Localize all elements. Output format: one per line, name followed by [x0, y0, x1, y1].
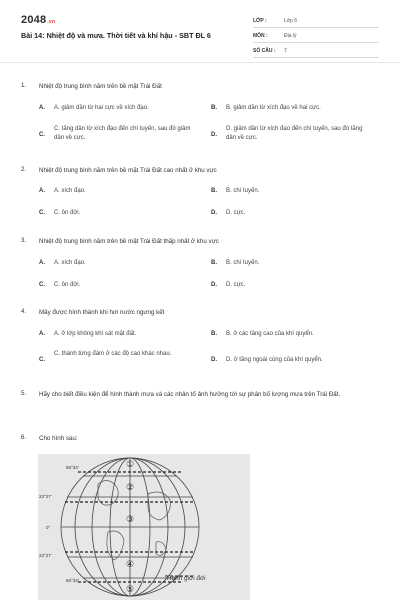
option-letter: D.	[211, 282, 217, 288]
option-letter: A.	[39, 105, 45, 111]
question-stem: Hãy cho biết điều kiện để hình thành mưa và các nhân tố ảnh hưởng tới sự phân bố lượng mưa trên Trái Đất.	[39, 391, 341, 398]
meta-class-value: Lớp 6	[284, 18, 298, 24]
meta-subject-value: Địa lý	[284, 33, 297, 39]
zone-number: ④	[126, 560, 135, 570]
globe-diagram	[38, 454, 250, 600]
meta-subject-key: MÔN :	[253, 33, 268, 39]
meta-count-row	[253, 46, 379, 58]
option-text: D. giảm dần từ xích đạo đến chí tuyến, sau đó tăng dần về cực.	[226, 126, 363, 141]
option-letter: C.	[39, 210, 45, 216]
option-letter: C.	[39, 132, 45, 138]
question-number: 4.	[21, 308, 27, 315]
site-logo[interactable]	[21, 14, 55, 26]
logo-suffix: .vn	[47, 19, 56, 25]
meta-subject-row	[253, 31, 379, 43]
question-number: 3.	[21, 237, 27, 244]
option-text: D. ở tầng ngoài cùng của khí quyển.	[226, 357, 323, 363]
option-text: A. xích đạo.	[54, 188, 86, 194]
meta-count-value: 7	[284, 48, 287, 54]
option-letter: D.	[211, 210, 217, 216]
option-text: A. xích đạo.	[54, 260, 86, 266]
zone-number: ②	[126, 483, 135, 493]
meta-count-key: SỐ CÂU :	[253, 48, 276, 54]
option-text: C. ôn đới.	[54, 282, 81, 288]
option-letter: B.	[211, 260, 217, 266]
option-text: A. giảm dần từ hai cực về xích đạo.	[54, 105, 149, 111]
option-text: A. ở lớp không khí sát mặt đất.	[54, 331, 137, 337]
zone-number: ①	[126, 460, 135, 470]
option-letter: D.	[211, 132, 217, 138]
latitude-label: 66°33'	[66, 578, 79, 583]
climate-zones-figure	[38, 454, 250, 600]
option-letter: A.	[39, 331, 45, 337]
question-number: 1.	[21, 82, 27, 89]
option-letter: A.	[39, 188, 45, 194]
question-number: 5.	[21, 390, 27, 397]
option-text: C. thành từng đám ở các độ cao khác nhau.	[54, 351, 172, 357]
question-number: 6.	[21, 434, 27, 441]
option-text: B. giảm dần từ xích đạo về hai cực.	[226, 105, 321, 111]
legend-label: Ranh giới đới	[167, 575, 206, 582]
latitude-label: 23°27'	[39, 494, 52, 499]
option-letter: C.	[39, 282, 45, 288]
option-text: D. cực.	[226, 282, 246, 288]
question-stem: Nhiệt độ trung bình năm trên bề mặt Trái Đất thấp nhất ở khu vực	[39, 238, 219, 245]
page-title: Bài 14: Nhiệt độ và mưa. Thời tiết và khí hậu - SBT ĐL 6	[21, 31, 211, 40]
logo-main: 2048	[21, 14, 47, 26]
option-text: D. cực.	[226, 210, 246, 216]
latitude-label: 23°27'	[39, 553, 52, 558]
question-stem: Mây được hình thành khi hơi nước ngưng kết	[39, 309, 165, 316]
option-letter: B.	[211, 105, 217, 111]
option-letter: D.	[211, 357, 217, 363]
option-text: B. chí tuyến.	[226, 260, 260, 266]
option-letter: B.	[211, 188, 217, 194]
option-letter: C.	[39, 357, 45, 363]
latitude-label: 0°	[46, 525, 51, 530]
page-header	[0, 0, 400, 63]
option-letter: A.	[39, 260, 45, 266]
option-text: B. ở các tầng cao của khí quyển.	[226, 331, 314, 337]
meta-class-key: LỚP :	[253, 18, 267, 24]
meta-class-row	[253, 16, 379, 28]
latitude-label: 66°33'	[66, 465, 79, 470]
question-stem: Nhiệt độ trung bình năm trên bề mặt Trái Đất	[39, 83, 162, 90]
option-letter: B.	[211, 331, 217, 337]
option-text: C. tăng dần từ xích đạo đến chí tuyến, sau đó giảm dần về cực.	[54, 126, 191, 141]
option-text: B. chí tuyến.	[226, 188, 260, 194]
question-number: 2.	[21, 166, 27, 173]
zone-number: ⑤	[126, 585, 135, 595]
question-stem: Nhiệt độ trung bình năm trên bề mặt Trái Đất cao nhất ở khu vực	[39, 167, 217, 174]
question-stem: Cho hình sau:	[39, 435, 78, 442]
option-text: C. ôn đới.	[54, 210, 81, 216]
zone-number: ③	[126, 515, 135, 525]
